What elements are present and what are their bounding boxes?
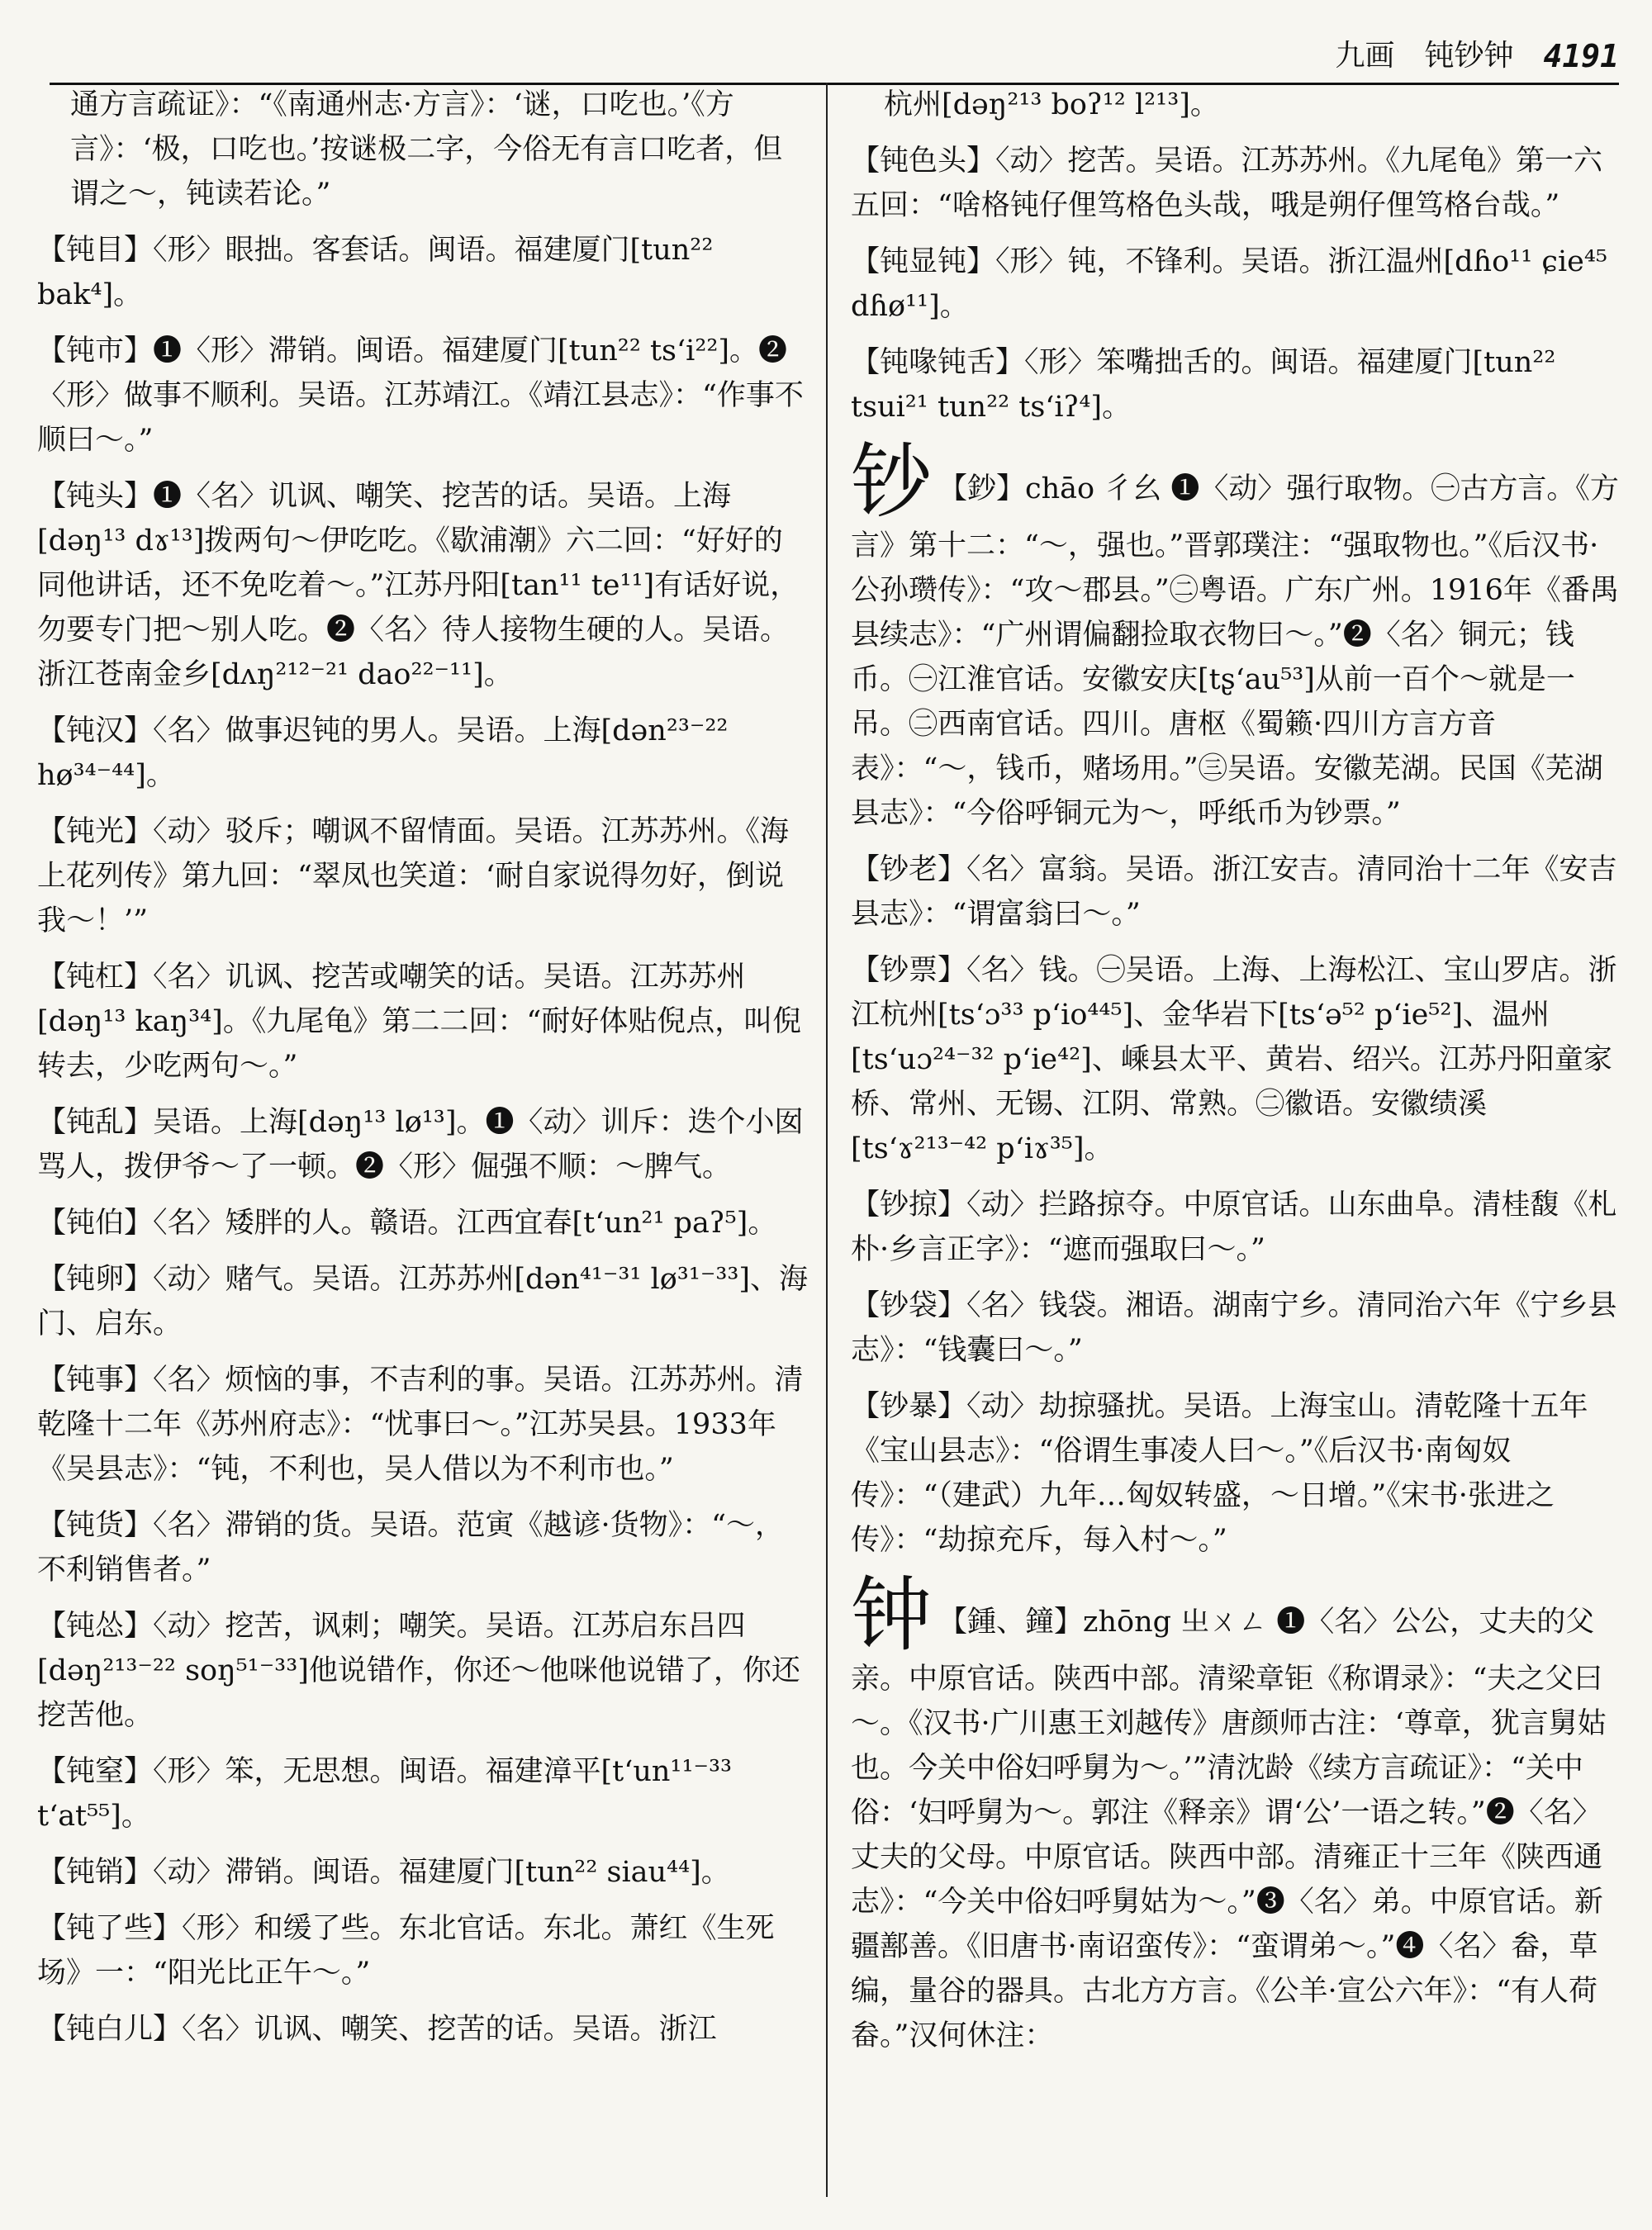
dictionary-entry: 【钝伯】〈名〉矮胖的人。赣语。江西宜春[t‘un²¹ paʔ⁵]。 <box>37 1207 777 1240</box>
dictionary-entry: 【钞票】〈名〉钱。㊀吴语。上海、上海松江、宝山罗店。浙江杭州[ts‘ɔ³³ p‘io⁴⁴⁵]、金华岩下[ts‘ə⁵² p‘ie⁵²]、温州[ts‘uɔ²⁴⁻³² p‘ie⁴²]、嵊县太平、黄岩、绍兴。江苏丹阳童家桥、常州、无锡、江阴、常熟。㊁徽语。安徽绩溪[ts‘ɤ²¹³⁻⁴² p‘iɤ³⁵]。 <box>851 954 1617 1165</box>
headword-definition: 【鈔】chāo 彳幺 ❶〈动〉强行取物。㊀古方言。《方言》第十二：“～，强也。”晋郭璞注：“强取物也。”《后汉书·公孙瓒传》：“攻～郡县。”㊁粤语。广东广州。1916年《番禺县续志》：“广州谓偏翻捡取衣物曰～。”❷〈名〉铜元；钱币。㊀江淮官话。安徽安庆[tʂ‘au⁵³]从前一百个～就是一吊。㊁西南官话。四川。唐枢《蜀籁·四川方言方音表》：“～，钱币，赌场用。”㊂吴语。安徽芜湖。民国《芜湖县志》：“今俗呼铜元为～，呼纸币为钞票。” <box>851 472 1619 830</box>
dictionary-entry: 【钝市】❶〈形〉滞销。闽语。福建厦门[tun²² ts‘i²²]。❷〈形〉做事不顺利。吴语。江苏靖江。《靖江县志》：“作事不顺曰～。” <box>37 334 804 457</box>
dictionary-entry: 【钝光】〈动〉驳斥；嘲讽不留情面。吴语。江苏苏州。《海上花列传》第九回：“翠凤也笑道：‘耐自家说得勿好，倒说我～！’” <box>37 815 790 937</box>
dictionary-entry: 【钝怂】〈动〉挖苦，讽刺；嘲笑。吴语。江苏启东吕四[dəŋ²¹³⁻²² soŋ⁵¹⁻³³]他说错作，你还～他咪他说错了，你还挖苦他。 <box>37 1610 800 1732</box>
column-divider <box>826 83 828 2197</box>
dictionary-entry: 【钝乱】吴语。上海[dəŋ¹³ lø¹³]。❶〈动〉训斥：迭个小囡骂人，拨伊爷～了一顿。❷〈形〉倔强不顺：～脾气。 <box>37 1106 804 1184</box>
dictionary-entry: 【钝卵】〈动〉赌气。吴语。江苏苏州[dən⁴¹⁻³¹ lø³¹⁻³³]、海门、启东。 <box>37 1263 809 1340</box>
dictionary-entry: 【钝销】〈动〉滞销。闽语。福建厦门[tun²² siau⁴⁴]。 <box>37 1856 730 1889</box>
headword-character: 钞 <box>851 435 933 529</box>
headword-entry-chao <box>851 435 1623 836</box>
dictionary-entry: 【钞掠】〈动〉拦路掠夺。中原官话。山东曲阜。清桂馥《札朴·乡言正字》：“遮而强取曰～。” <box>851 1189 1617 1266</box>
dictionary-entry: 【钝汉】〈名〉做事迟钝的男人。吴语。上海[dən²³⁻²² hø³⁴⁻⁴⁴]。 <box>37 714 729 792</box>
entry-continuation: 通方言疏证》：“《南通州志·方言》：‘谜，口吃也。’《方言》：‘极，口吃也。’按谜极二字，今俗无有言口吃者，但谓之～，钝读若论。” <box>70 88 783 211</box>
header-characters: 钝钞钟 <box>1424 39 1514 73</box>
dictionary-entry: 【钞暴】〈动〉劫掠骚扰。吴语。上海宝山。清乾隆十五年《宝山县志》：“俗谓生事凌人曰～。”《后汉书·南匈奴传》：“（建武）九年…匈奴转盛，～日增。”《宋书·张进之传》：“劫掠充斥，每入村～。” <box>851 1390 1588 1557</box>
dictionary-entry: 【钝目】〈形〉眼拙。客套话。闽语。福建厦门[tun²² bak⁴]。 <box>37 234 714 311</box>
entry-continuation: 杭州[dəŋ²¹³ boʔ¹² l²¹³]。 <box>884 88 1219 121</box>
dictionary-entry: 【钝色头】〈动〉挖苦。吴语。江苏苏州。《九尾龟》第一六五回：“啥格钝仔俚笃格色头哉，哦是朔仔俚笃格台哉。” <box>851 145 1603 222</box>
dictionary-entry: 【钝窒】〈形〉笨，无思想。闽语。福建漳平[t‘un¹¹⁻³³ t‘at⁵⁵]。 <box>37 1755 733 1833</box>
dictionary-entry: 【钝杠】〈名〉讥讽、挖苦或嘲笑的话。吴语。江苏苏州[dəŋ¹³ kaŋ³⁴]。《九尾龟》第二二回：“耐好体贴倪点，叫倪转去，少吃两句～。” <box>37 961 802 1083</box>
dictionary-entry: 【钝喙钝舌】〈形〉笨嘴拙舌的。闽语。福建厦门[tun²² tsui²¹ tun²² ts‘iʔ⁴]。 <box>851 346 1556 424</box>
headword-definition: 【鍾、鐘】zhōng 㞢ㄨㄥ ❶〈名〉公公，丈夫的父亲。中原官话。陕西中部。清梁章钜《称谓录》：“夫之父曰～。《汉书·广川惠王刘越传》唐颜师古注：‘尊章，犹言舅姑也。今关中俗妇呼舅为～。’”清沈龄《续方言疏证》：“关中俗：‘妇呼舅为～。郭注《释亲》谓‘公’一语之转。”❷〈名〉丈夫的父母。中原官话。陕西中部。清雍正十三年《陕西通志》：“今关中俗妇呼舅姑为～。”❸〈名〉弟。中原官话。新疆鄯善。《旧唐书·南诏蛮传》：“蛮谓弟～。”❹〈名〉畚，草编，量谷的器具。古北方方言。《公羊·宣公六年》：“有人荷畚。”汉何休注： <box>851 1606 1607 2052</box>
dictionary-entry: 【钝白儿】〈名〉讥讽、嘲笑、挖苦的话。吴语。浙江 <box>37 2013 717 2046</box>
left-column <box>37 83 809 2213</box>
page-number: 4191 <box>1543 38 1619 74</box>
dictionary-entry: 【钞袋】〈名〉钱袋。湘语。湖南宁乡。清同治六年《宁乡县志》：“钱囊曰～。” <box>851 1289 1617 1367</box>
dictionary-entry: 【钝显钝】〈形〉钝，不锋利。吴语。浙江温州[dɦo¹¹ ɕie⁴⁵ dɦø¹¹]。 <box>851 245 1607 323</box>
dictionary-entry: 【钝头】❶〈名〉讥讽、嘲笑、挖苦的话。吴语。上海[dəŋ¹³ dɤ¹³]拨两句～伊吃吃。《歇浦潮》六二回：“好好的同他讲话，还不免吃着～。”江苏丹阳[tan¹¹ te¹¹]有话好说，勿要专门把～别人吃。❷〈名〉待人接物生硬的人。吴语。浙江苍南金乡[dʌŋ²¹²⁻²¹ dao²²⁻¹¹]。 <box>37 480 800 691</box>
headword-entry-zhong <box>851 1568 1623 2058</box>
right-column <box>851 83 1623 2213</box>
dictionary-entry: 【钝事】〈名〉烦恼的事，不吉利的事。吴语。江苏苏州。清乾隆十二年《苏州府志》：“忧事曰～。”江苏吴县。1933年《吴县志》：“钝，不利也，吴人借以为不利市也。” <box>37 1364 804 1486</box>
page-header <box>50 17 1619 85</box>
dictionary-entry: 【钝货】〈名〉滞销的货。吴语。范寅《越谚·货物》：“～，不利销售者。” <box>37 1509 785 1587</box>
headword-character: 钟 <box>851 1568 933 1663</box>
header-section: 九画 <box>1335 39 1395 73</box>
dictionary-entry: 【钝了些】〈形〉和缓了些。东北官话。东北。萧红《生死场》一：“阳光比正午～。” <box>37 1912 775 1990</box>
dictionary-entry: 【钞老】〈名〉富翁。吴语。浙江安吉。清同治十二年《安吉县志》：“谓富翁曰～。” <box>851 853 1617 931</box>
